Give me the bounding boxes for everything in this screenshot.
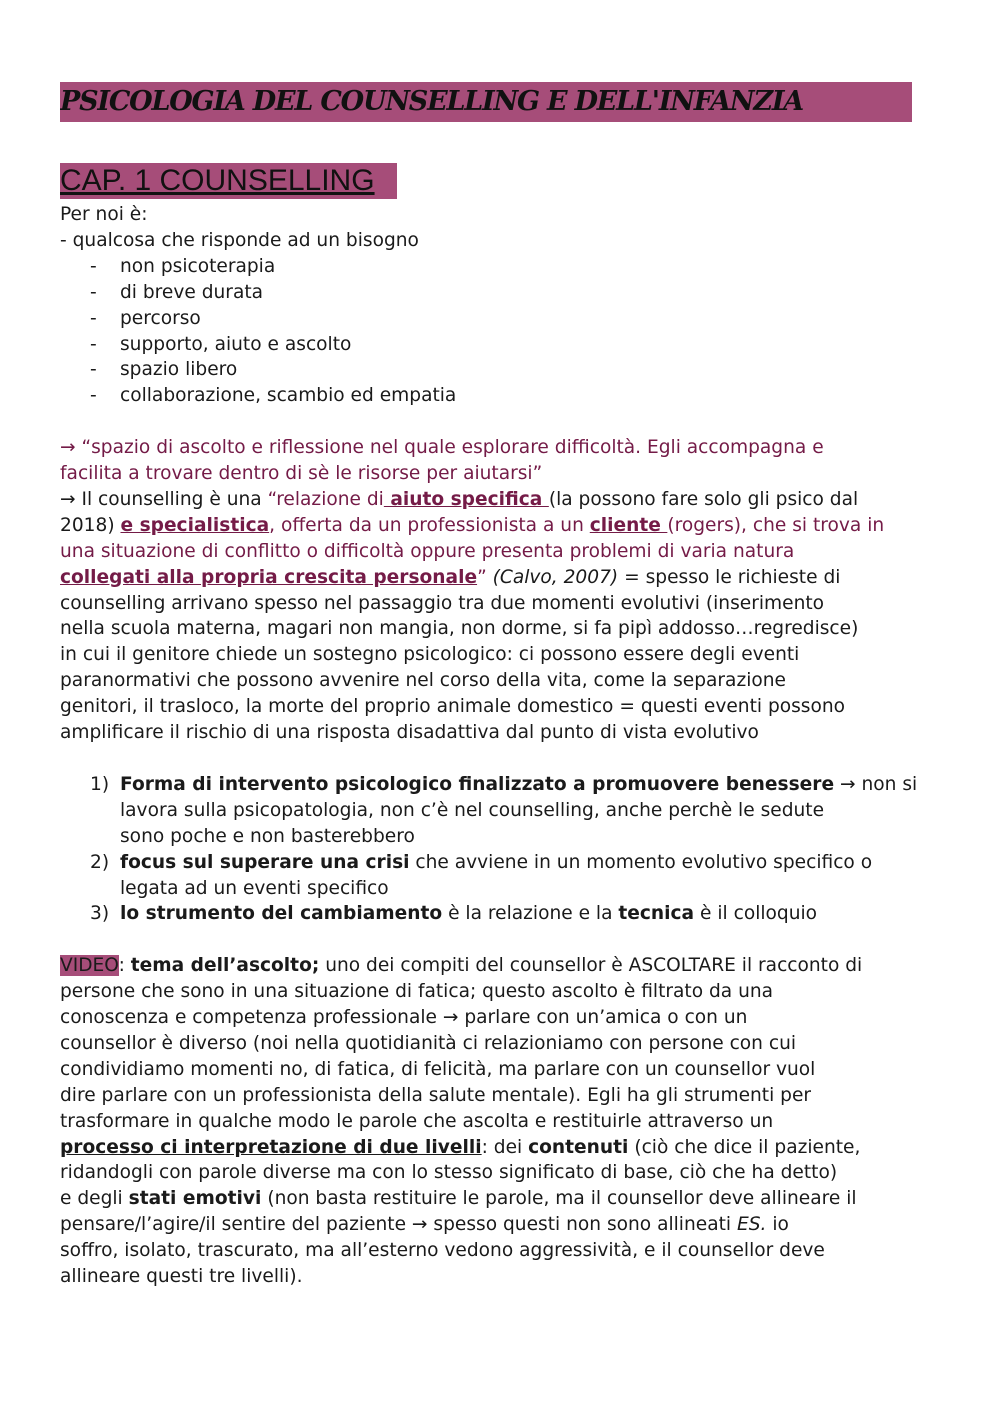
paragraph-line: in cui il genitore chiede un sostegno psicologico: ci possono essere degli eventi [60, 644, 800, 666]
paragraph-line: conoscenza e competenza professionale → parlare con un’amica o con un [60, 1007, 748, 1029]
list-item: - di breve durata [90, 281, 264, 303]
paragraph-line: counselling arrivano spesso nel passaggio tra due momenti evolutivi (inserimento [60, 592, 825, 614]
paragraph-line: processo ci interpretazione di due livelli: dei contenuti (ciò che dice il paziente, [60, 1136, 861, 1158]
numbered-item-continuation: legata ad un eventi specifico [120, 877, 389, 899]
definition-line: collegati alla propria crescita personale” (Calvo, 2007) = spesso le richieste di [60, 566, 841, 588]
paragraph-line: condividiamo momenti no, di fatica, di felicità, ma parlare con un counsellor vuol [60, 1058, 816, 1080]
paragraph-line: ridandogli con parole diverse ma con lo stesso significato di base, ciò che ha detto) [60, 1162, 838, 1184]
paragraph-line: allineare questi tre livelli). [60, 1266, 303, 1288]
numbered-item-continuation: sono poche e non basterebbero [120, 825, 415, 847]
list-item: - collaborazione, scambio ed empatia [90, 385, 457, 407]
numbered-item-continuation: lavora sulla psicopatologia, non c’è nel counselling, anche perchè le sedute [120, 799, 825, 821]
definition-line: una situazione di conflitto o difficoltà oppure presenta problemi di varia natura [60, 540, 795, 562]
paragraph-line: nella scuola materna, magari non mangia, non dorme, si fa pipì addosso…regredisce) [60, 618, 859, 640]
list-item: - percorso [90, 307, 201, 329]
list-item: - non psicoterapia [90, 255, 276, 277]
quote-line: facilita a trovare dentro di sè le risorse per aiutarsi” [60, 463, 543, 485]
paragraph-line: counsellor è diverso (noi nella quotidianità ci relazioniamo con persone con cui [60, 1032, 797, 1054]
list-item: - supporto, aiuto e ascolto [90, 333, 352, 355]
quote-line: → “spazio di ascolto e riflessione nel quale esplorare difficoltà. Egli accompagna e [60, 437, 824, 459]
paragraph-line: dire parlare con un professionista della salute mentale). Egli ha gli strumenti per [60, 1084, 812, 1106]
paragraph-line: soffro, isolato, trascurato, ma all’esterno vedono aggressività, e il counsellor deve [60, 1240, 825, 1262]
intro-line: Per noi è: [60, 204, 148, 225]
definition-line: 2018) e specialistica, offerta da un professionista a un cliente (rogers), che si trova in [60, 514, 885, 536]
paragraph-line: trasformare in qualche modo le parole che ascolta e restituirle attraverso un [60, 1110, 774, 1132]
document-body [60, 202, 960, 1290]
video-line: VIDEO: tema dell’ascolto; uno dei compiti del counsellor è ASCOLTARE il racconto di [60, 955, 863, 977]
list-item: - spazio libero [90, 359, 238, 381]
paragraph-line: e degli stati emotivi (non basta restituire le parole, ma il counsellor deve allineare il [60, 1188, 857, 1210]
definition-line: → Il counselling è una “relazione di aiuto specifica (la possono fare solo gli psico dal [60, 488, 859, 510]
paragraph-line: pensare/l’agire/il sentire del paziente → spesso questi non sono allineati ES. io [60, 1214, 789, 1236]
list-first-item: - qualcosa che risponde ad un bisogno [60, 229, 419, 251]
numbered-item: 2) focus sul superare una crisi che avviene in un momento evolutivo specifico o [90, 851, 873, 873]
page-title: PSICOLOGIA DEL COUNSELLING E DELL'INFANZIA [60, 82, 912, 122]
video-label: VIDEO [60, 955, 119, 977]
paragraph-line: paranormativi che possono avvenire nel corso della vita, come la separazione [60, 670, 786, 692]
chapter-heading: CAP. 1 COUNSELLING [60, 163, 397, 199]
paragraph-line: genitori, il trasloco, la morte del proprio animale domestico = questi eventi possono [60, 696, 846, 718]
numbered-item: 3) lo strumento del cambiamento è la relazione e la tecnica è il colloquio [90, 903, 818, 925]
numbered-item: 1) Forma di intervento psicologico finalizzato a promuovere benessere → non si [90, 773, 918, 795]
paragraph-line: persone che sono in una situazione di fatica; questo ascolto è filtrato da una [60, 981, 774, 1003]
paragraph-line: amplificare il rischio di una risposta disadattiva dal punto di vista evolutivo [60, 722, 759, 744]
